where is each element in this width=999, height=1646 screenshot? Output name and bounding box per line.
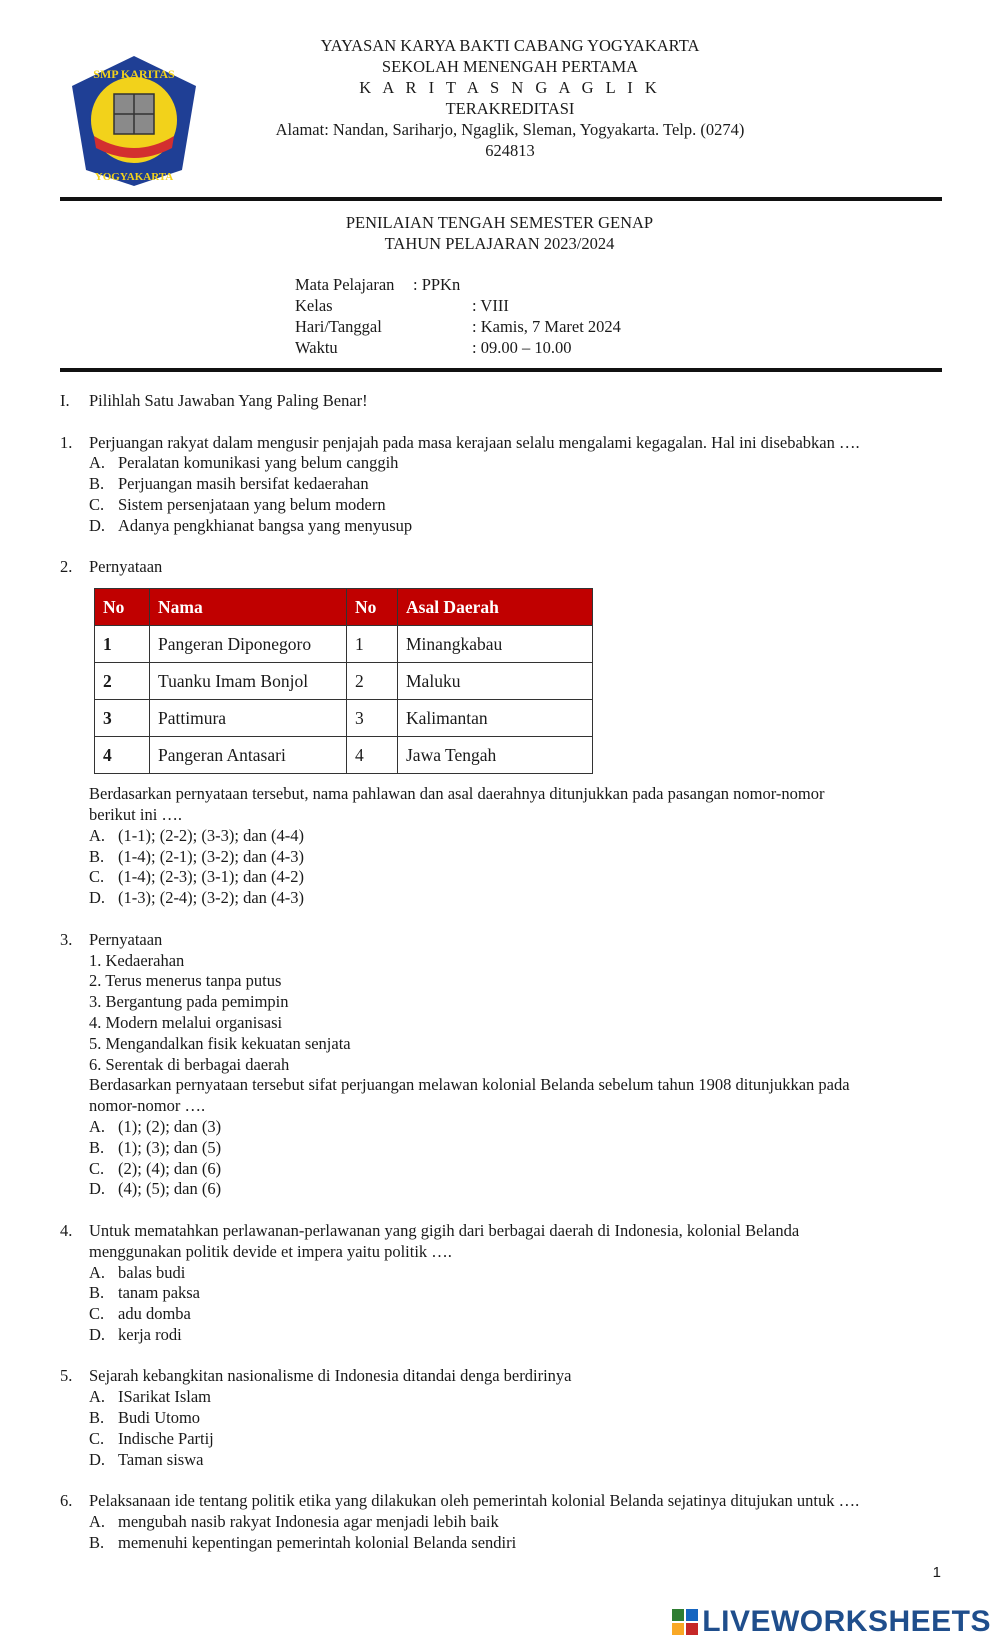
question-label: Pernyataan	[89, 929, 163, 949]
hero-table	[94, 588, 593, 774]
option-text: Peralatan komunikasi yang belum canggih	[118, 453, 399, 473]
option-text: (2); (4); dan (6)	[118, 1158, 222, 1178]
option-letter: A.	[89, 1116, 106, 1136]
school-address: Alamat: Nandan, Sariharjo, Ngaglik, Sleman, Yogyakarta. Telp. (0274)	[275, 120, 745, 139]
option-b[interactable]	[60, 1533, 950, 1554]
statement	[60, 951, 950, 972]
option-text: Taman siswa	[118, 1449, 204, 1469]
option-text: balas budi	[118, 1262, 186, 1282]
option-text: (1-1); (2-2); (3-3); dan (4-4)	[118, 825, 305, 845]
option-letter: C.	[89, 1428, 105, 1448]
option-c[interactable]	[60, 1159, 950, 1180]
statement-text: 1. Kedaerahan	[89, 950, 185, 970]
table-row	[95, 626, 593, 663]
table-cell: 3	[95, 700, 150, 737]
question-text	[60, 1242, 950, 1263]
option-letter: D.	[89, 515, 106, 535]
option-letter: D.	[89, 1179, 106, 1199]
logo-top-text: SMP KARITAS	[93, 67, 175, 81]
option-letter: A.	[89, 1262, 106, 1282]
option-text: ISarikat Islam	[118, 1387, 212, 1407]
question-number: 5.	[60, 1366, 73, 1386]
info-value: : 09.00 – 10.00	[472, 338, 572, 357]
option-text: tanam paksa	[118, 1283, 201, 1303]
statement	[60, 971, 950, 992]
option-letter: A.	[89, 1387, 106, 1407]
table-header: Asal Daerah	[398, 589, 593, 626]
question-text	[60, 1075, 950, 1096]
option-a[interactable]	[60, 1263, 950, 1284]
question-text-line: Berdasarkan pernyataan tersebut sifat perjuangan melawan kolonial Belanda sebelum tahun 1908 ditunjukkan pada	[89, 1075, 850, 1095]
option-a[interactable]	[60, 1512, 950, 1533]
table-cell: Minangkabau	[398, 626, 593, 663]
option-c[interactable]	[60, 495, 950, 516]
header-divider	[60, 197, 942, 201]
info-divider	[60, 368, 942, 372]
question-number: 1.	[60, 432, 73, 452]
school-info	[240, 35, 780, 161]
academic-year: TAHUN PELAJARAN 2023/2024	[384, 234, 615, 253]
option-letter: C.	[89, 867, 105, 887]
option-b[interactable]	[60, 1283, 950, 1304]
table-row	[95, 737, 593, 774]
option-letter: B.	[89, 1408, 105, 1428]
school-level: SEKOLAH MENENGAH PERTAMA	[381, 57, 639, 76]
table-cell: Tuanku Imam Bonjol	[150, 663, 347, 700]
info-label: Mata Pelajaran	[295, 275, 395, 294]
option-a[interactable]	[60, 1117, 950, 1138]
question-text	[60, 805, 950, 826]
letterhead	[0, 0, 999, 200]
option-letter: D.	[89, 888, 106, 908]
option-text: kerja rodi	[118, 1324, 182, 1344]
info-label: Hari/Tanggal	[295, 317, 382, 336]
table-cell: 2	[347, 663, 398, 700]
option-text: (1-3); (2-4); (3-2); dan (4-3)	[118, 888, 305, 908]
option-d[interactable]	[60, 516, 950, 537]
info-value: : PPKn	[413, 275, 461, 294]
question-text-line: Untuk mematahkan perlawanan-perlawanan yang gigih dari berbagai daerah di Indonesia, kolonial Belanda	[89, 1220, 800, 1240]
exam-name: PENILAIAN TENGAH SEMESTER GENAP	[345, 213, 654, 232]
option-letter: A.	[89, 453, 106, 473]
option-text: memenuhi kepentingan pemerintah kolonial Belanda sendiri	[118, 1532, 517, 1552]
exam-title	[0, 212, 999, 254]
option-c[interactable]	[60, 867, 950, 888]
statement-text: 3. Bergantung pada pemimpin	[89, 992, 289, 1012]
table-cell: 4	[347, 737, 398, 774]
question-2	[60, 557, 950, 578]
option-a[interactable]	[60, 1387, 950, 1408]
option-letter: D.	[89, 1324, 106, 1344]
question-5	[60, 1366, 950, 1387]
question-text-line: Berdasarkan pernyataan tersebut, nama pahlawan dan asal daerahnya ditunjukkan pada pasangan nomor-nomor	[89, 784, 825, 804]
table-header: No	[95, 589, 150, 626]
table-header-row	[95, 589, 593, 626]
section-number: I.	[60, 391, 70, 410]
option-letter: B.	[89, 1532, 105, 1552]
option-text: Budi Utomo	[118, 1408, 201, 1428]
question-text	[60, 784, 950, 805]
option-letter: B.	[89, 1137, 105, 1157]
option-letter: C.	[89, 1304, 105, 1324]
option-c[interactable]	[60, 1429, 950, 1450]
option-text: (1); (2); dan (3)	[118, 1116, 222, 1136]
question-4	[60, 1221, 950, 1242]
foundation-name: YAYASAN KARYA BAKTI CABANG YOGYAKARTA	[320, 36, 700, 55]
option-a[interactable]	[60, 453, 950, 474]
table-cell: Pangeran Antasari	[150, 737, 347, 774]
option-letter: B.	[89, 1283, 105, 1303]
info-label: Waktu	[295, 338, 338, 357]
table-row	[95, 700, 593, 737]
school-phone: 624813	[485, 141, 535, 160]
info-label: Kelas	[295, 296, 333, 315]
question-text: Pelaksanaan ide tentang politik etika yang dilakukan oleh pemerintah kolonial Belanda sejatinya ditujukan untuk ….	[89, 1491, 860, 1511]
statement-text: 2. Terus menerus tanpa putus	[89, 971, 282, 991]
statement-text: 5. Mengandalkan fisik kekuatan senjata	[89, 1033, 351, 1053]
question-number: 4.	[60, 1220, 73, 1240]
option-letter: A.	[89, 1512, 106, 1532]
question-text: Perjuangan rakyat dalam mengusir penjajah pada masa kerajaan selalu mengalami kegagalan. Hal ini disebabkan ….	[89, 432, 860, 452]
option-text: mengubah nasib rakyat Indonesia agar menjadi lebih baik	[118, 1512, 499, 1532]
option-text: Indische Partij	[118, 1428, 214, 1448]
table-cell: 4	[95, 737, 150, 774]
option-text: (1); (3); dan (5)	[118, 1137, 222, 1157]
table-cell: Maluku	[398, 663, 593, 700]
table-header: Nama	[150, 589, 347, 626]
option-d[interactable]	[60, 1450, 950, 1471]
info-value: : Kamis, 7 Maret 2024	[472, 317, 621, 336]
option-letter: B.	[89, 846, 105, 866]
option-d[interactable]	[60, 1325, 950, 1346]
question-3	[60, 930, 950, 951]
option-text: (1-4); (2-3); (3-1); dan (4-2)	[118, 867, 305, 887]
option-b[interactable]	[60, 474, 950, 495]
table-cell: 3	[347, 700, 398, 737]
question-text: Sejarah kebangkitan nasionalisme di Indonesia ditandai denga berdirinya	[89, 1366, 572, 1386]
question-1	[60, 433, 950, 454]
question-6	[60, 1491, 950, 1512]
table-cell: Pangeran Diponegoro	[150, 626, 347, 663]
option-d[interactable]	[60, 888, 950, 909]
option-c[interactable]	[60, 1304, 950, 1325]
table-cell: 2	[95, 663, 150, 700]
liveworksheets-brand	[672, 1605, 991, 1639]
accreditation: TERAKREDITASI	[445, 99, 575, 118]
question-text	[60, 1096, 950, 1117]
option-letter: B.	[89, 474, 105, 494]
question-text-line: nomor-nomor ….	[89, 1096, 206, 1116]
school-logo	[64, 52, 204, 192]
section-heading	[60, 391, 950, 412]
option-text: Adanya pengkhianat bangsa yang menyusup	[118, 515, 413, 535]
table-cell: Jawa Tengah	[398, 737, 593, 774]
info-value: : VIII	[472, 296, 509, 315]
option-b[interactable]	[60, 847, 950, 868]
option-text: Perjuangan masih bersifat kedaerahan	[118, 474, 369, 494]
option-letter: D.	[89, 1449, 106, 1469]
logo-bottom-text: YOGYAKARTA	[94, 171, 174, 183]
table-cell: 1	[347, 626, 398, 663]
brand-name: LIVEWORKSHEETS	[702, 1605, 991, 1638]
option-letter: C.	[89, 1158, 105, 1178]
question-label: Pernyataan	[89, 557, 163, 577]
option-text: Sistem persenjataan yang belum modern	[118, 494, 386, 514]
question-number: 3.	[60, 929, 73, 949]
table-cell: Pattimura	[150, 700, 347, 737]
statement-text: 6. Serentak di berbagai daerah	[89, 1054, 290, 1074]
option-a[interactable]	[60, 826, 950, 847]
statement-text: 4. Modern melalui organisasi	[89, 1012, 283, 1032]
option-letter: A.	[89, 825, 106, 845]
question-number: 6.	[60, 1491, 73, 1511]
statement	[60, 1013, 950, 1034]
option-text: (1-4); (2-1); (3-2); dan (4-3)	[118, 846, 305, 866]
question-number: 2.	[60, 557, 73, 577]
option-d[interactable]	[60, 1179, 950, 1200]
table-header: No	[347, 589, 398, 626]
table-row	[95, 663, 593, 700]
option-text: adu domba	[118, 1304, 191, 1324]
statement	[60, 992, 950, 1013]
option-text: (4); (5); dan (6)	[118, 1179, 222, 1199]
option-b[interactable]	[60, 1138, 950, 1159]
option-letter: C.	[89, 494, 105, 514]
liveworksheets-logo-icon	[672, 1609, 698, 1635]
table-cell: 1	[95, 626, 150, 663]
question-text-line: menggunakan politik devide et impera yaitu politik ….	[89, 1241, 452, 1261]
page-number: 1	[932, 1564, 941, 1581]
questions	[60, 391, 950, 1554]
option-b[interactable]	[60, 1408, 950, 1429]
statement	[60, 1055, 950, 1076]
school-name: K A R I T A S N G A G L I K	[359, 78, 661, 97]
statement	[60, 1034, 950, 1055]
table-cell: Kalimantan	[398, 700, 593, 737]
question-text-line: berikut ini ….	[89, 804, 183, 824]
section-instruction: Pilihlah Satu Jawaban Yang Paling Benar!	[89, 391, 368, 410]
